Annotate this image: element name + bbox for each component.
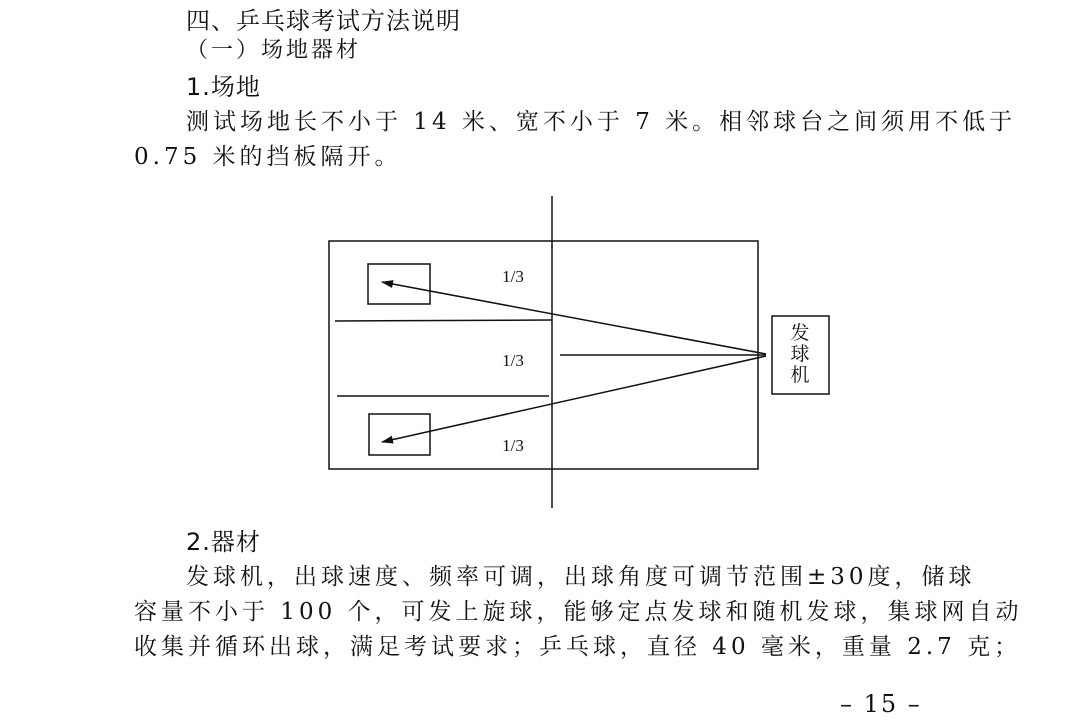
venue-paragraph-line-1: 测试场地长不小于 14 米、宽不小于 7 米。相邻球台之间须用不低于 [186, 109, 1017, 135]
serving-machine-label-char-1: 发 [790, 323, 810, 344]
serving-machine-label-char-3: 机 [790, 365, 810, 386]
zone-label-middle: 1/3 [502, 351, 524, 370]
equipment-paragraph-line-1: 发球机，出球速度、频率可调，出球角度可调节范围±30度，储球 [186, 564, 976, 590]
equipment-paragraph-line-3: 收集并循环出球，满足考试要求；乒乓球，直径 40 毫米，重量 2.7 克； [134, 634, 1022, 660]
target-box-bottom [369, 414, 430, 455]
venue-paragraph-line-2: 0.75 米的挡板隔开。 [134, 144, 402, 170]
target-box-top [368, 264, 430, 304]
serve-arrow-top [382, 282, 766, 354]
page-number: – 15 – [840, 690, 922, 718]
zone-label-bottom: 1/3 [502, 436, 524, 455]
equipment-title: 2.器材 [186, 528, 261, 556]
zone-label-top: 1/3 [502, 267, 524, 286]
section-heading: 四、乒乓球考试方法说明 [186, 7, 461, 35]
zone-divider-top [335, 320, 552, 321]
venue-title: 1.场地 [186, 73, 261, 101]
equipment-paragraph-line-2: 容量不小于 100 个，可发上旋球，能够定点发球和随机发球，集球网自动 [134, 599, 1023, 625]
section-subheading: （一）场地器材 [186, 38, 362, 63]
serving-machine-label-char-2: 球 [790, 344, 810, 365]
serve-arrow-bottom [382, 356, 766, 442]
